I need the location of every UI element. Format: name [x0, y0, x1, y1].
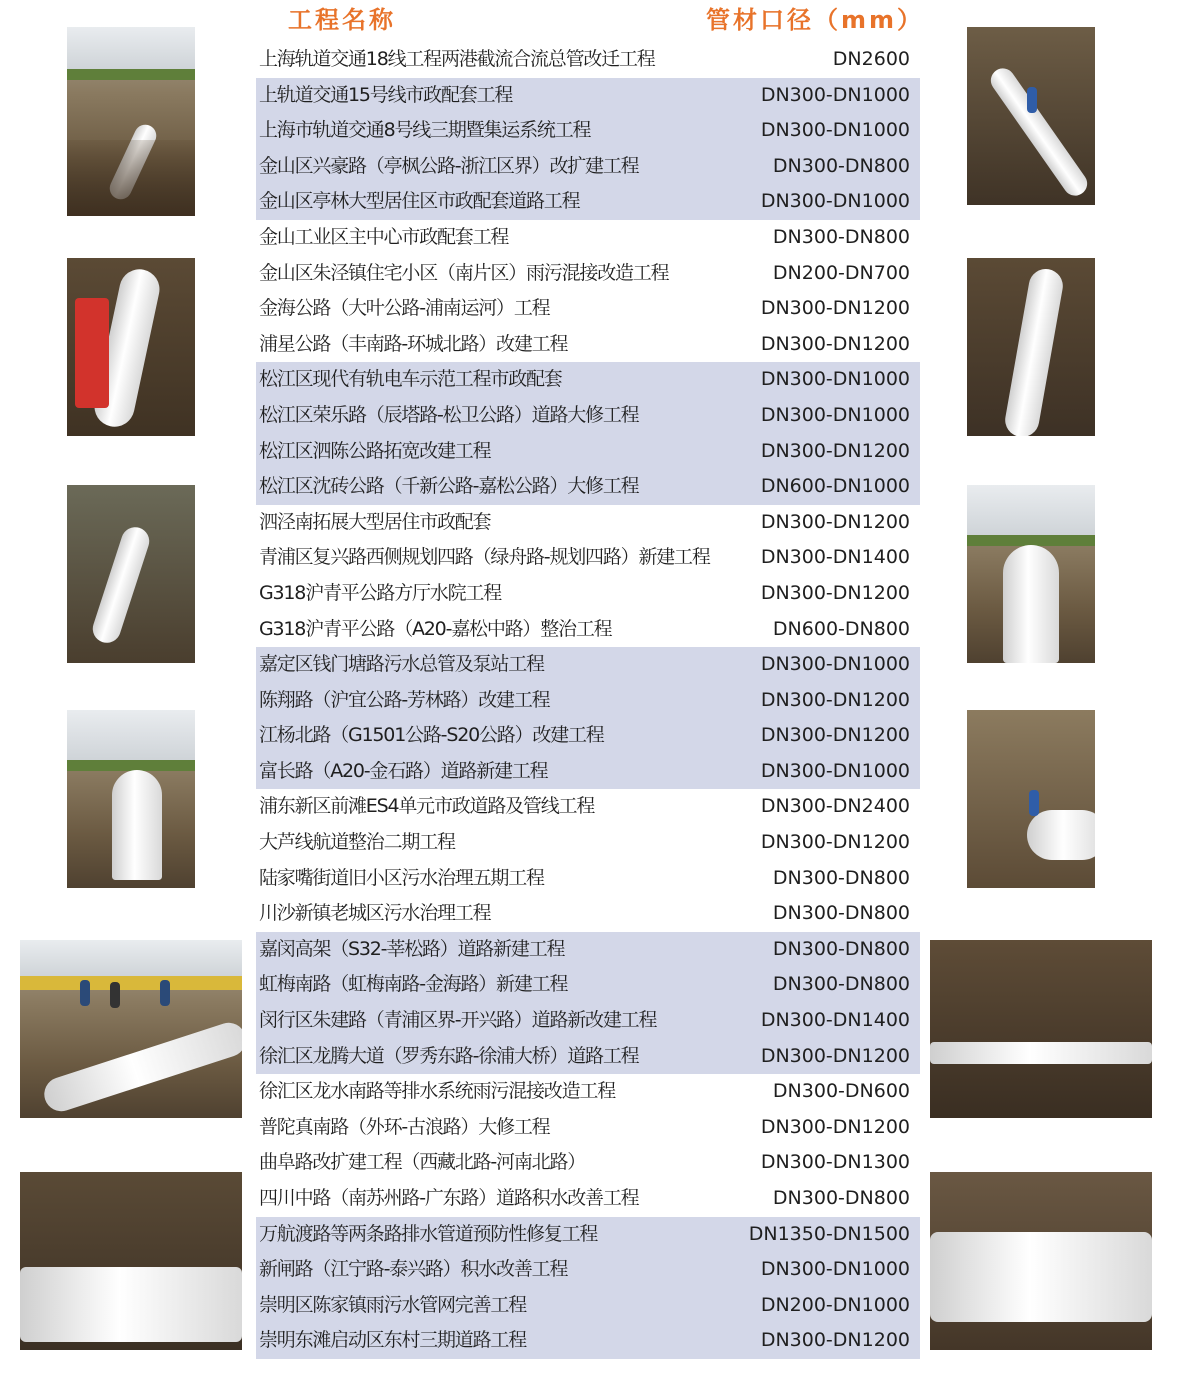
table-row	[256, 1110, 920, 1146]
project-name: 嘉闵高架（S32-莘松路）道路新建工程	[259, 937, 565, 960]
table-row	[256, 256, 920, 292]
pipe-size: DN300-DN1000	[760, 403, 910, 426]
site-photo-left-4	[67, 710, 195, 888]
project-name: 金海公路（大叶公路-浦南运河）工程	[259, 297, 550, 320]
project-name: 松江区泗陈公路拓宽改建工程	[259, 439, 491, 462]
pipe-size: DN300-DN1200	[760, 688, 910, 711]
table-row	[256, 1323, 920, 1359]
table-row	[256, 647, 920, 683]
site-photo-left-3	[67, 485, 195, 663]
project-name: 陆家嘴街道旧小区污水治理五期工程	[259, 866, 544, 889]
project-name: 上轨道交通15号线市政配套工程	[259, 83, 513, 106]
pipe-size: DN300-DN1200	[760, 1329, 910, 1352]
table-row	[256, 327, 920, 363]
table-row	[256, 1217, 920, 1253]
pipe-size: DN300-DN1400	[760, 546, 910, 569]
table-row	[256, 754, 920, 790]
project-name: 嘉定区钱门塘路污水总管及泵站工程	[259, 653, 544, 676]
pipe-size: DN300-DN1400	[760, 1009, 910, 1032]
project-name: 上海市轨道交通8号线三期暨集运系统工程	[259, 119, 591, 142]
project-name: 徐汇区龙腾大道（罗秀东路-徐浦大桥）道路工程	[259, 1044, 639, 1067]
table-row	[256, 78, 920, 114]
site-photo-right-5	[930, 940, 1152, 1118]
pipe-size: DN300-DN1000	[760, 1258, 910, 1281]
table-row	[256, 434, 920, 470]
pipe-size: DN300-DN1000	[760, 83, 910, 106]
table-row	[256, 718, 920, 754]
pipe-size: DN600-DN1000	[760, 475, 910, 498]
project-name: 曲阜路改扩建工程（西藏北路-河南北路）	[259, 1151, 586, 1174]
project-name: 金山区兴豪路（亭枫公路-浙江区界）改扩建工程	[259, 154, 639, 177]
project-name: 大芦线航道整治二期工程	[259, 831, 455, 854]
table-row	[256, 184, 920, 220]
project-name: 上海轨道交通18线工程两港截流合流总管改迁工程	[259, 48, 655, 70]
pipe-size: DN200-DN700	[772, 261, 910, 284]
table-row	[256, 149, 920, 185]
site-photo-right-4	[967, 710, 1095, 888]
site-photo-right-2	[967, 258, 1095, 436]
table-row	[256, 469, 920, 505]
table-row	[256, 825, 920, 861]
table-row	[256, 505, 920, 541]
table-row	[256, 291, 920, 327]
project-name: 富长路（A20-金石路）道路新建工程	[259, 759, 548, 782]
pipe-size: DN300-DN800	[772, 225, 910, 248]
site-photo-left-1	[67, 27, 195, 216]
pipe-size: DN2600	[832, 48, 910, 70]
project-name: 浦星公路（丰南路-环城北路）改建工程	[259, 332, 568, 355]
pipe-size: DN300-DN800	[772, 866, 910, 889]
project-name: 川沙新镇老城区污水治理工程	[259, 902, 491, 925]
project-table	[256, 42, 920, 1359]
pipe-size: DN300-DN800	[772, 154, 910, 177]
table-row	[256, 789, 920, 825]
project-name: 万航渡路等两条路排水管道预防性修复工程	[259, 1222, 598, 1245]
site-photo-left-2	[67, 258, 195, 436]
pipe-size: DN300-DN1200	[760, 581, 910, 604]
pipe-size: DN300-DN1200	[760, 439, 910, 462]
table-row	[256, 683, 920, 719]
project-name: 松江区沈砖公路（千新公路-嘉松公路）大修工程	[259, 475, 639, 498]
project-name: 金山工业区主中心市政配套工程	[259, 225, 509, 248]
table-row	[256, 1288, 920, 1324]
project-name: 新闸路（江宁路-泰兴路）积水改善工程	[259, 1258, 568, 1281]
pipe-size: DN300-DN1200	[760, 332, 910, 355]
table-row	[256, 540, 920, 576]
table-row	[256, 113, 920, 149]
pipe-size: DN600-DN800	[772, 617, 910, 640]
pipe-size: DN300-DN2400	[760, 795, 910, 818]
project-name: 崇明区陈家镇雨污水管网完善工程	[259, 1293, 527, 1316]
site-photo-right-6	[930, 1172, 1152, 1350]
project-name: G318沪青平公路（A20-嘉松中路）整治工程	[259, 617, 612, 640]
table-row	[256, 1145, 920, 1181]
pipe-size: DN300-DN800	[772, 1187, 910, 1209]
table-row	[256, 1252, 920, 1288]
table-row	[256, 576, 920, 612]
pipe-size: DN300-DN1200	[760, 724, 910, 747]
pipe-size: DN300-DN1000	[760, 368, 910, 391]
project-name: 徐汇区龙水南路等排水系统雨污混接改造工程	[259, 1080, 616, 1103]
pipe-size: DN300-DN800	[772, 902, 910, 925]
pipe-size: DN300-DN1200	[760, 831, 910, 854]
project-name: 四川中路（南苏州路-广东路）道路积水改善工程	[259, 1187, 639, 1209]
project-name: 松江区现代有轨电车示范工程市政配套	[259, 368, 562, 391]
table-row	[256, 398, 920, 434]
table-row	[256, 1003, 920, 1039]
pipe-size: DN300-DN1300	[760, 1151, 910, 1174]
pipe-size: DN300-DN1000	[760, 119, 910, 142]
table-row	[256, 1181, 920, 1217]
site-photo-right-3	[967, 485, 1095, 663]
table-row	[256, 612, 920, 648]
pipe-size: DN200-DN1000	[760, 1293, 910, 1316]
table-row	[256, 42, 920, 78]
project-name: 陈翔路（沪宜公路-芳林路）改建工程	[259, 688, 550, 711]
pipe-size: DN300-DN1000	[760, 653, 910, 676]
project-name: 浦东新区前滩ES4单元市政道路及管线工程	[259, 795, 595, 818]
pipe-size: DN300-DN1200	[760, 297, 910, 320]
project-name: 青浦区复兴路西侧规划四路（绿舟路-规划四路）新建工程	[259, 546, 710, 569]
pipe-size: DN300-DN1000	[760, 759, 910, 782]
pipe-size: DN1350-DN1500	[748, 1222, 910, 1245]
site-photo-right-1	[967, 27, 1095, 205]
site-photo-left-6	[20, 1172, 242, 1350]
project-name: 崇明东滩启动区东村三期道路工程	[259, 1329, 527, 1352]
pipe-size: DN300-DN800	[772, 973, 910, 996]
table-row	[256, 1074, 920, 1110]
project-name: 松江区荣乐路（辰塔路-松卫公路）道路大修工程	[259, 403, 639, 426]
table-row	[256, 861, 920, 897]
project-name: 闵行区朱建路（青浦区界-开兴路）道路新改建工程	[259, 1009, 657, 1032]
table-row	[256, 362, 920, 398]
table-row	[256, 220, 920, 256]
pipe-size: DN300-DN600	[772, 1080, 910, 1103]
table-row	[256, 1039, 920, 1075]
project-name: 虹梅南路（虹梅南路-金海路）新建工程	[259, 973, 568, 996]
pipe-size: DN300-DN800	[772, 937, 910, 960]
site-photo-left-5	[20, 940, 242, 1118]
project-name: 普陀真南路（外环-古浪路）大修工程	[259, 1115, 550, 1138]
project-name: 江杨北路（G1501公路-S20公路）改建工程	[259, 724, 604, 747]
header-project-name: 工程名称	[288, 6, 396, 34]
pipe-size: DN300-DN1200	[760, 1044, 910, 1067]
project-name: 金山区朱泾镇住宅小区（南片区）雨污混接改造工程	[259, 261, 669, 284]
project-name: G318沪青平公路方厅水院工程	[259, 581, 501, 604]
pipe-size: DN300-DN1200	[760, 510, 910, 533]
pipe-size: DN300-DN1000	[760, 190, 910, 213]
table-row	[256, 967, 920, 1003]
table-row	[256, 896, 920, 932]
pipe-size: DN300-DN1200	[760, 1115, 910, 1138]
header-pipe-diameter: 管材口径（mm）	[706, 6, 925, 34]
project-name: 泗泾南拓展大型居住市政配套	[259, 510, 491, 533]
table-row	[256, 932, 920, 968]
project-name: 金山区亭林大型居住区市政配套道路工程	[259, 190, 580, 213]
